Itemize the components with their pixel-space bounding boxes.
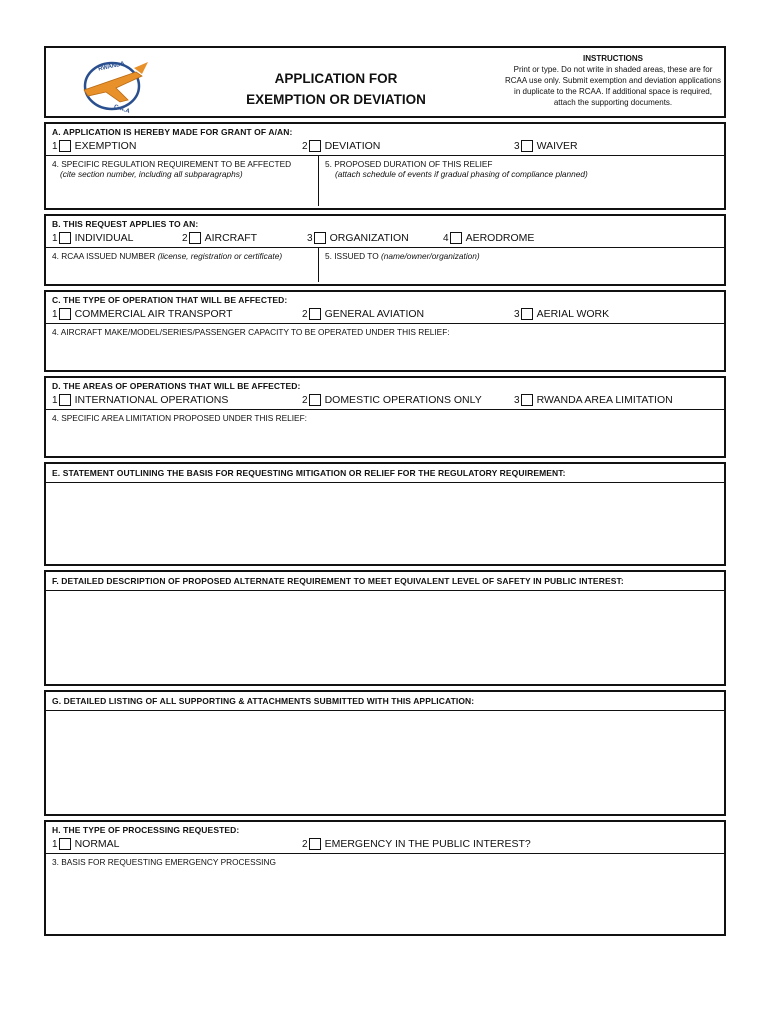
- section-b: [44, 214, 726, 286]
- aircraft-make-model-field[interactable]: 4. AIRCRAFT MAKE/MODEL/SERIES/PASSENGER CAPACITY TO BE OPERATED UNDER THIS RELIEF:: [46, 323, 724, 368]
- option-emergency[interactable]: 2 EMERGENCY IN THE PUBLIC INTEREST?: [302, 838, 531, 850]
- domestic-operations-checkbox[interactable]: [309, 394, 321, 406]
- general-aviation-checkbox[interactable]: [309, 308, 321, 320]
- option-individual[interactable]: 1 INDIVIDUAL: [52, 232, 134, 244]
- exemption-checkbox[interactable]: [59, 140, 71, 152]
- section-d-title: D. THE AREAS OF OPERATIONS THAT WILL BE AFFECTED:: [52, 381, 301, 391]
- proposed-duration-field[interactable]: 5. PROPOSED DURATION OF THIS RELIEF (attach schedule of events if gradual phasing of compliance planned): [325, 159, 588, 179]
- regulation-requirement-field[interactable]: 4. SPECIFIC REGULATION REQUIREMENT TO BE AFFECTED (cite section number, including all subparagraphs): [46, 156, 319, 206]
- section-e-title: E. STATEMENT OUTLINING THE BASIS FOR REQUESTING MITIGATION OR RELIEF FOR THE REGULATORY REQUIREMENT:: [52, 468, 566, 478]
- instructions-title: INSTRUCTIONS: [583, 54, 643, 63]
- form-header: [44, 46, 726, 118]
- basis-statement-field[interactable]: [46, 482, 724, 567]
- form-title: [226, 68, 446, 110]
- section-g: [44, 690, 726, 816]
- option-waiver[interactable]: 3 WAIVER: [514, 140, 578, 152]
- rcaa-issued-number-field[interactable]: 4. RCAA ISSUED NUMBER (license, registration or certificate): [46, 248, 319, 282]
- section-f-title: F. DETAILED DESCRIPTION OF PROPOSED ALTERNATE REQUIREMENT TO MEET EQUIVALENT LEVEL OF SAFETY IN PUBLIC INTEREST:: [52, 576, 624, 586]
- rwanda-area-limitation-checkbox[interactable]: [521, 394, 533, 406]
- instructions-body: Print or type. Do not write in shaded areas, these are for RCAA use only. Submit exemption and deviation applications in duplicate to the RCAA. If additional space is required, attach the supporting documents.: [505, 65, 721, 107]
- form-page: [44, 46, 726, 936]
- organization-checkbox[interactable]: [314, 232, 326, 244]
- section-a-title: A. APPLICATION IS HEREBY MADE FOR GRANT OF A/AN:: [52, 127, 293, 137]
- logo-bottom-text: C.A.A: [113, 104, 131, 116]
- section-h-title: H. THE TYPE OF PROCESSING REQUESTED:: [52, 825, 240, 835]
- issued-to-field[interactable]: 5. ISSUED TO (name/owner/organization): [325, 251, 480, 261]
- logo-top-text: RWANDA: [97, 61, 126, 73]
- alternate-requirement-field[interactable]: [46, 590, 724, 687]
- section-f: [44, 570, 726, 686]
- rcaa-logo: [76, 52, 156, 116]
- commercial-air-transport-checkbox[interactable]: [59, 308, 71, 320]
- aircraft-checkbox[interactable]: [189, 232, 201, 244]
- title-line2: EXEMPTION OR DEVIATION: [246, 92, 426, 107]
- specific-area-limitation-field[interactable]: 4. SPECIFIC AREA LIMITATION PROPOSED UNDER THIS RELIEF:: [46, 409, 724, 454]
- option-aerial-work[interactable]: 3 AERIAL WORK: [514, 308, 610, 320]
- instructions-box: [504, 53, 722, 108]
- individual-checkbox[interactable]: [59, 232, 71, 244]
- aerodrome-checkbox[interactable]: [450, 232, 462, 244]
- normal-checkbox[interactable]: [59, 838, 71, 850]
- section-e: [44, 462, 726, 566]
- section-g-title: G. DETAILED LISTING OF ALL SUPPORTING & ATTACHMENTS SUBMITTED WITH THIS APPLICATION:: [52, 696, 475, 706]
- international-operations-checkbox[interactable]: [59, 394, 71, 406]
- section-h: [44, 820, 726, 936]
- emergency-basis-field[interactable]: 3. BASIS FOR REQUESTING EMERGENCY PROCESSING: [46, 853, 724, 932]
- supporting-attachments-field[interactable]: [46, 710, 724, 817]
- emergency-checkbox[interactable]: [309, 838, 321, 850]
- section-a: [44, 122, 726, 210]
- deviation-checkbox[interactable]: [309, 140, 321, 152]
- waiver-checkbox[interactable]: [521, 140, 533, 152]
- section-d: [44, 376, 726, 458]
- option-commercial-air-transport[interactable]: 1 COMMERCIAL AIR TRANSPORT: [52, 308, 233, 320]
- aerial-work-checkbox[interactable]: [521, 308, 533, 320]
- option-rwanda-area-limitation[interactable]: 3 RWANDA AREA LIMITATION: [514, 394, 673, 406]
- section-c: [44, 290, 726, 372]
- option-aircraft[interactable]: 2 AIRCRAFT: [182, 232, 258, 244]
- option-organization[interactable]: 3 ORGANIZATION: [307, 232, 409, 244]
- option-aerodrome[interactable]: 4 AERODROME: [443, 232, 535, 244]
- option-domestic-operations-only[interactable]: 2 DOMESTIC OPERATIONS ONLY: [302, 394, 482, 406]
- section-c-title: C. THE TYPE OF OPERATION THAT WILL BE AFFECTED:: [52, 295, 288, 305]
- option-normal[interactable]: 1 NORMAL: [52, 838, 120, 850]
- title-line1: APPLICATION FOR: [274, 71, 398, 86]
- option-general-aviation[interactable]: 2 GENERAL AVIATION: [302, 308, 425, 320]
- section-b-title: B. THIS REQUEST APPLIES TO AN:: [52, 219, 199, 229]
- option-international-operations[interactable]: 1 INTERNATIONAL OPERATIONS: [52, 394, 229, 406]
- option-deviation[interactable]: 2 DEVIATION: [302, 140, 381, 152]
- option-exemption[interactable]: 1 EXEMPTION: [52, 140, 137, 152]
